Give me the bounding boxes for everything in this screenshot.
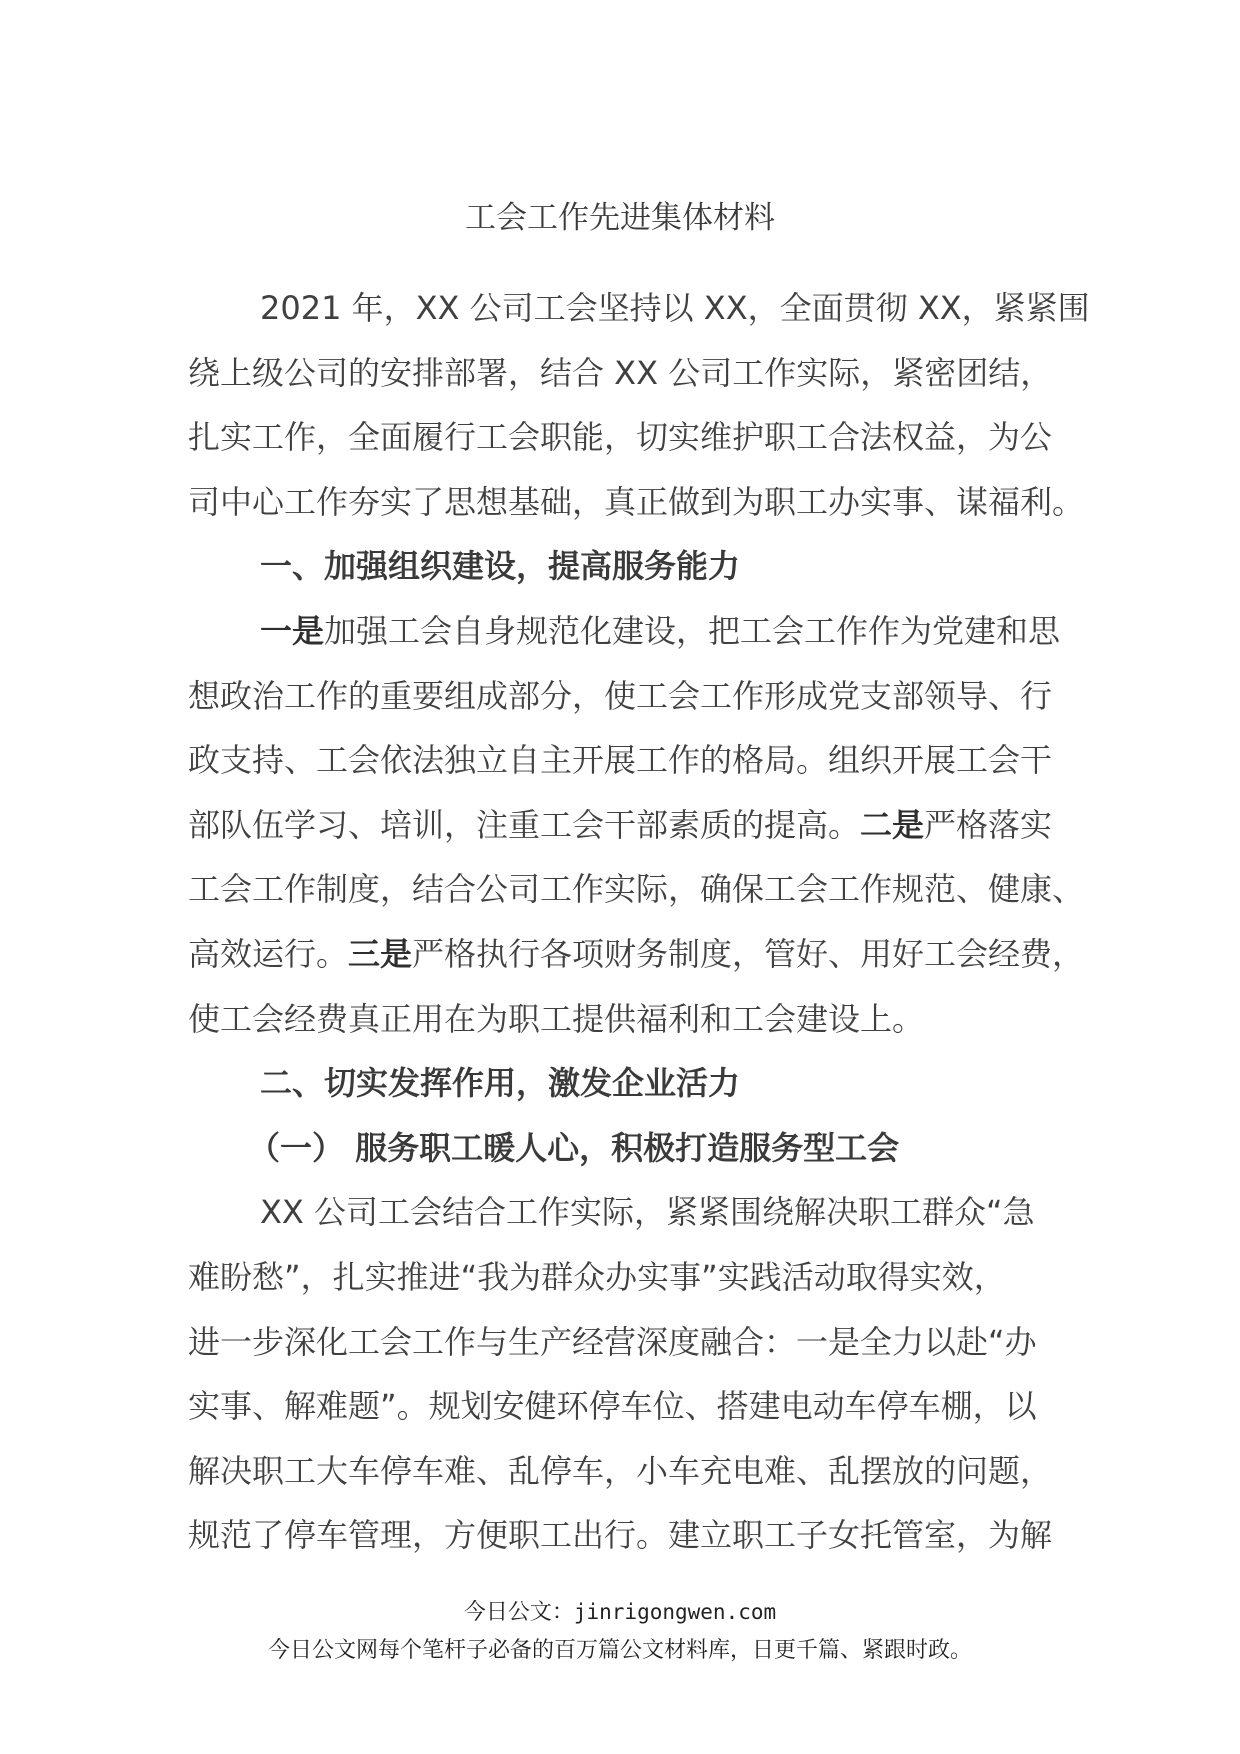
line-text: 严格落实	[924, 805, 1053, 844]
subsection-heading: （一） 服务职工暖人心，积极打造服务型工会	[248, 1128, 900, 1167]
lead-term: 二是	[860, 805, 925, 844]
section2-line: 难盼愁”，扎实推进“我为群众办实事”实践活动取得实效，	[188, 1257, 1006, 1296]
section1-line: 工会工作制度，结合公司工作实际，确保工会工作规范、健康、	[188, 870, 1085, 909]
section1-line	[188, 599, 1061, 664]
intro-line: 2021 年，XX 公司工会坚持以 XX，全面贯彻 XX，紧紧围	[260, 289, 1090, 327]
lead-term: 一是	[260, 611, 325, 650]
intro-line: 司中心工作夯实了思想基础，真正做到为职工办实事、谋福利。	[188, 482, 1085, 521]
section2-line: 规范了停车管理，方便职工出行。建立职工子女托管室，为解	[188, 1516, 1053, 1555]
line-text: 严格执行各项财务制度，管好、用好工会经费，	[412, 934, 1085, 973]
section1-line: 使工会经费真正用在为职工提供福利和工会建设上。	[188, 999, 925, 1038]
document-body	[188, 276, 1090, 1568]
section-heading-2: 二、切实发挥作用，激发企业活力	[260, 1064, 741, 1103]
section-heading-1: 一、加强组织建设，提高服务能力	[260, 547, 741, 586]
footer-site-url[interactable]: jinrigongwen.com	[573, 1600, 777, 1624]
section1-paragraph	[188, 599, 1085, 1051]
document-title: 工会工作先进集体材料	[465, 200, 775, 236]
line-text: 加强工会自身规范化建设，把工会工作作为党建和思	[324, 611, 1061, 650]
footer-tagline: 今日公文网每个笔杆子必备的百万篇公文材料库，日更千篇、紧跟时政。	[267, 1638, 972, 1663]
section1-line: 想政治工作的重要组成部分，使工会工作形成党支部领导、行	[188, 676, 1053, 715]
section2-line: 实事、解难题”。规划安健环停车位、搭建电动车停车棚，以	[188, 1387, 1037, 1426]
intro-paragraph	[188, 276, 1090, 534]
section1-line	[188, 793, 1054, 858]
lead-term: 三是	[348, 934, 413, 973]
section1-line	[188, 922, 1085, 987]
line-text: 高效运行。	[188, 934, 349, 973]
section2-paragraph	[188, 1180, 1054, 1568]
footer-site-line	[0, 1597, 1240, 1628]
footer-site-label: 今日公文：	[463, 1600, 574, 1625]
section2-line: 解决职工大车停车难、乱停车，小车充电难、乱摆放的问题，	[188, 1451, 1053, 1490]
line-text: 部队伍学习、培训，注重工会干部素质的提高。	[188, 805, 861, 844]
section2-line: XX 公司工会结合工作实际，紧紧围绕解决职工群众“急	[260, 1193, 1035, 1232]
section2-line: 进一步深化工会工作与生产经营深度融合：一是全力以赴“办	[188, 1322, 1037, 1361]
section1-line: 政支持、工会依法独立自主开展工作的格局。组织开展工会干	[188, 741, 1053, 780]
intro-line: 绕上级公司的安排部署，结合 XX 公司工作实际，紧密团结，	[188, 353, 1053, 392]
intro-line: 扎实工作，全面履行工会职能，切实维护职工合法权益，为公	[188, 418, 1053, 457]
